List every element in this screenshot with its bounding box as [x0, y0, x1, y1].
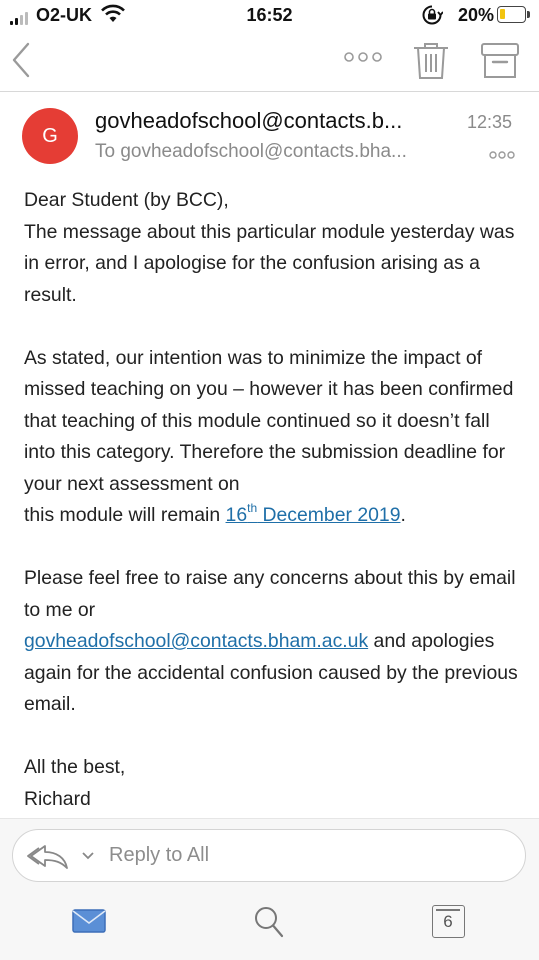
- battery-icon: [497, 6, 526, 23]
- signature: Richard: [24, 787, 91, 810]
- rotation-lock-icon: [421, 4, 443, 26]
- avatar[interactable]: G: [22, 108, 78, 164]
- trash-icon[interactable]: [410, 40, 452, 82]
- deadline-line: this module will remain 16th December 2019.: [24, 500, 406, 526]
- back-chevron-icon[interactable]: [8, 40, 36, 80]
- message-time: 12:35: [467, 112, 513, 132]
- paragraph-2: As stated, our intention was to minimize the impact of missed teaching on you – however it has been confirmed that teaching of this module continued so it doesn’t fall into this category. Therefore the submission deadline for your next assessment on: [24, 346, 514, 495]
- mail-icon[interactable]: [72, 909, 106, 933]
- deadline-prefix: this module will remain: [24, 504, 226, 526]
- recipient-line[interactable]: To govheadofschool@contacts.bha...: [95, 141, 407, 162]
- greeting: Dear Student (by BCC),: [24, 189, 229, 211]
- signoff: All the best,: [24, 756, 126, 778]
- paragraph-3: Please feel free to raise any concerns about this by email to me or govheadofschool@contacts.bham.ac.uk and apologies again for the accidental confusion caused by the previous email.: [24, 567, 518, 715]
- battery-percent: 20%: [458, 5, 495, 25]
- battery-tip: [527, 11, 530, 18]
- carrier-label: O2-UK: [36, 5, 93, 25]
- sender-address[interactable]: govheadofschool@contacts.b...: [95, 108, 403, 133]
- paragraph-1: The message about this particular module yesterday was in error, and I apologise for the confusion arising as a result.: [24, 220, 515, 306]
- contact-email-link[interactable]: govheadofschool@contacts.bham.ac.uk: [24, 630, 369, 652]
- reply-all-icon[interactable]: [27, 842, 71, 870]
- message-toolbar: [0, 30, 539, 92]
- chevron-down-icon[interactable]: [81, 851, 95, 861]
- status-time: 16:52: [246, 5, 293, 25]
- reply-bar: [0, 818, 539, 960]
- archive-icon[interactable]: [480, 42, 520, 80]
- calendar-icon[interactable]: [432, 905, 465, 938]
- details-more-icon[interactable]: [488, 150, 516, 160]
- more-icon[interactable]: [342, 50, 384, 64]
- message-body: [24, 185, 524, 815]
- reply-input[interactable]: [12, 829, 526, 882]
- calendar-day: 6: [443, 912, 453, 931]
- status-bar: [0, 0, 539, 30]
- deadline-date-link[interactable]: 16th December 2019: [225, 500, 401, 526]
- reply-placeholder: Reply to All: [109, 844, 210, 866]
- search-icon[interactable]: [253, 905, 285, 939]
- message-header: [0, 92, 539, 178]
